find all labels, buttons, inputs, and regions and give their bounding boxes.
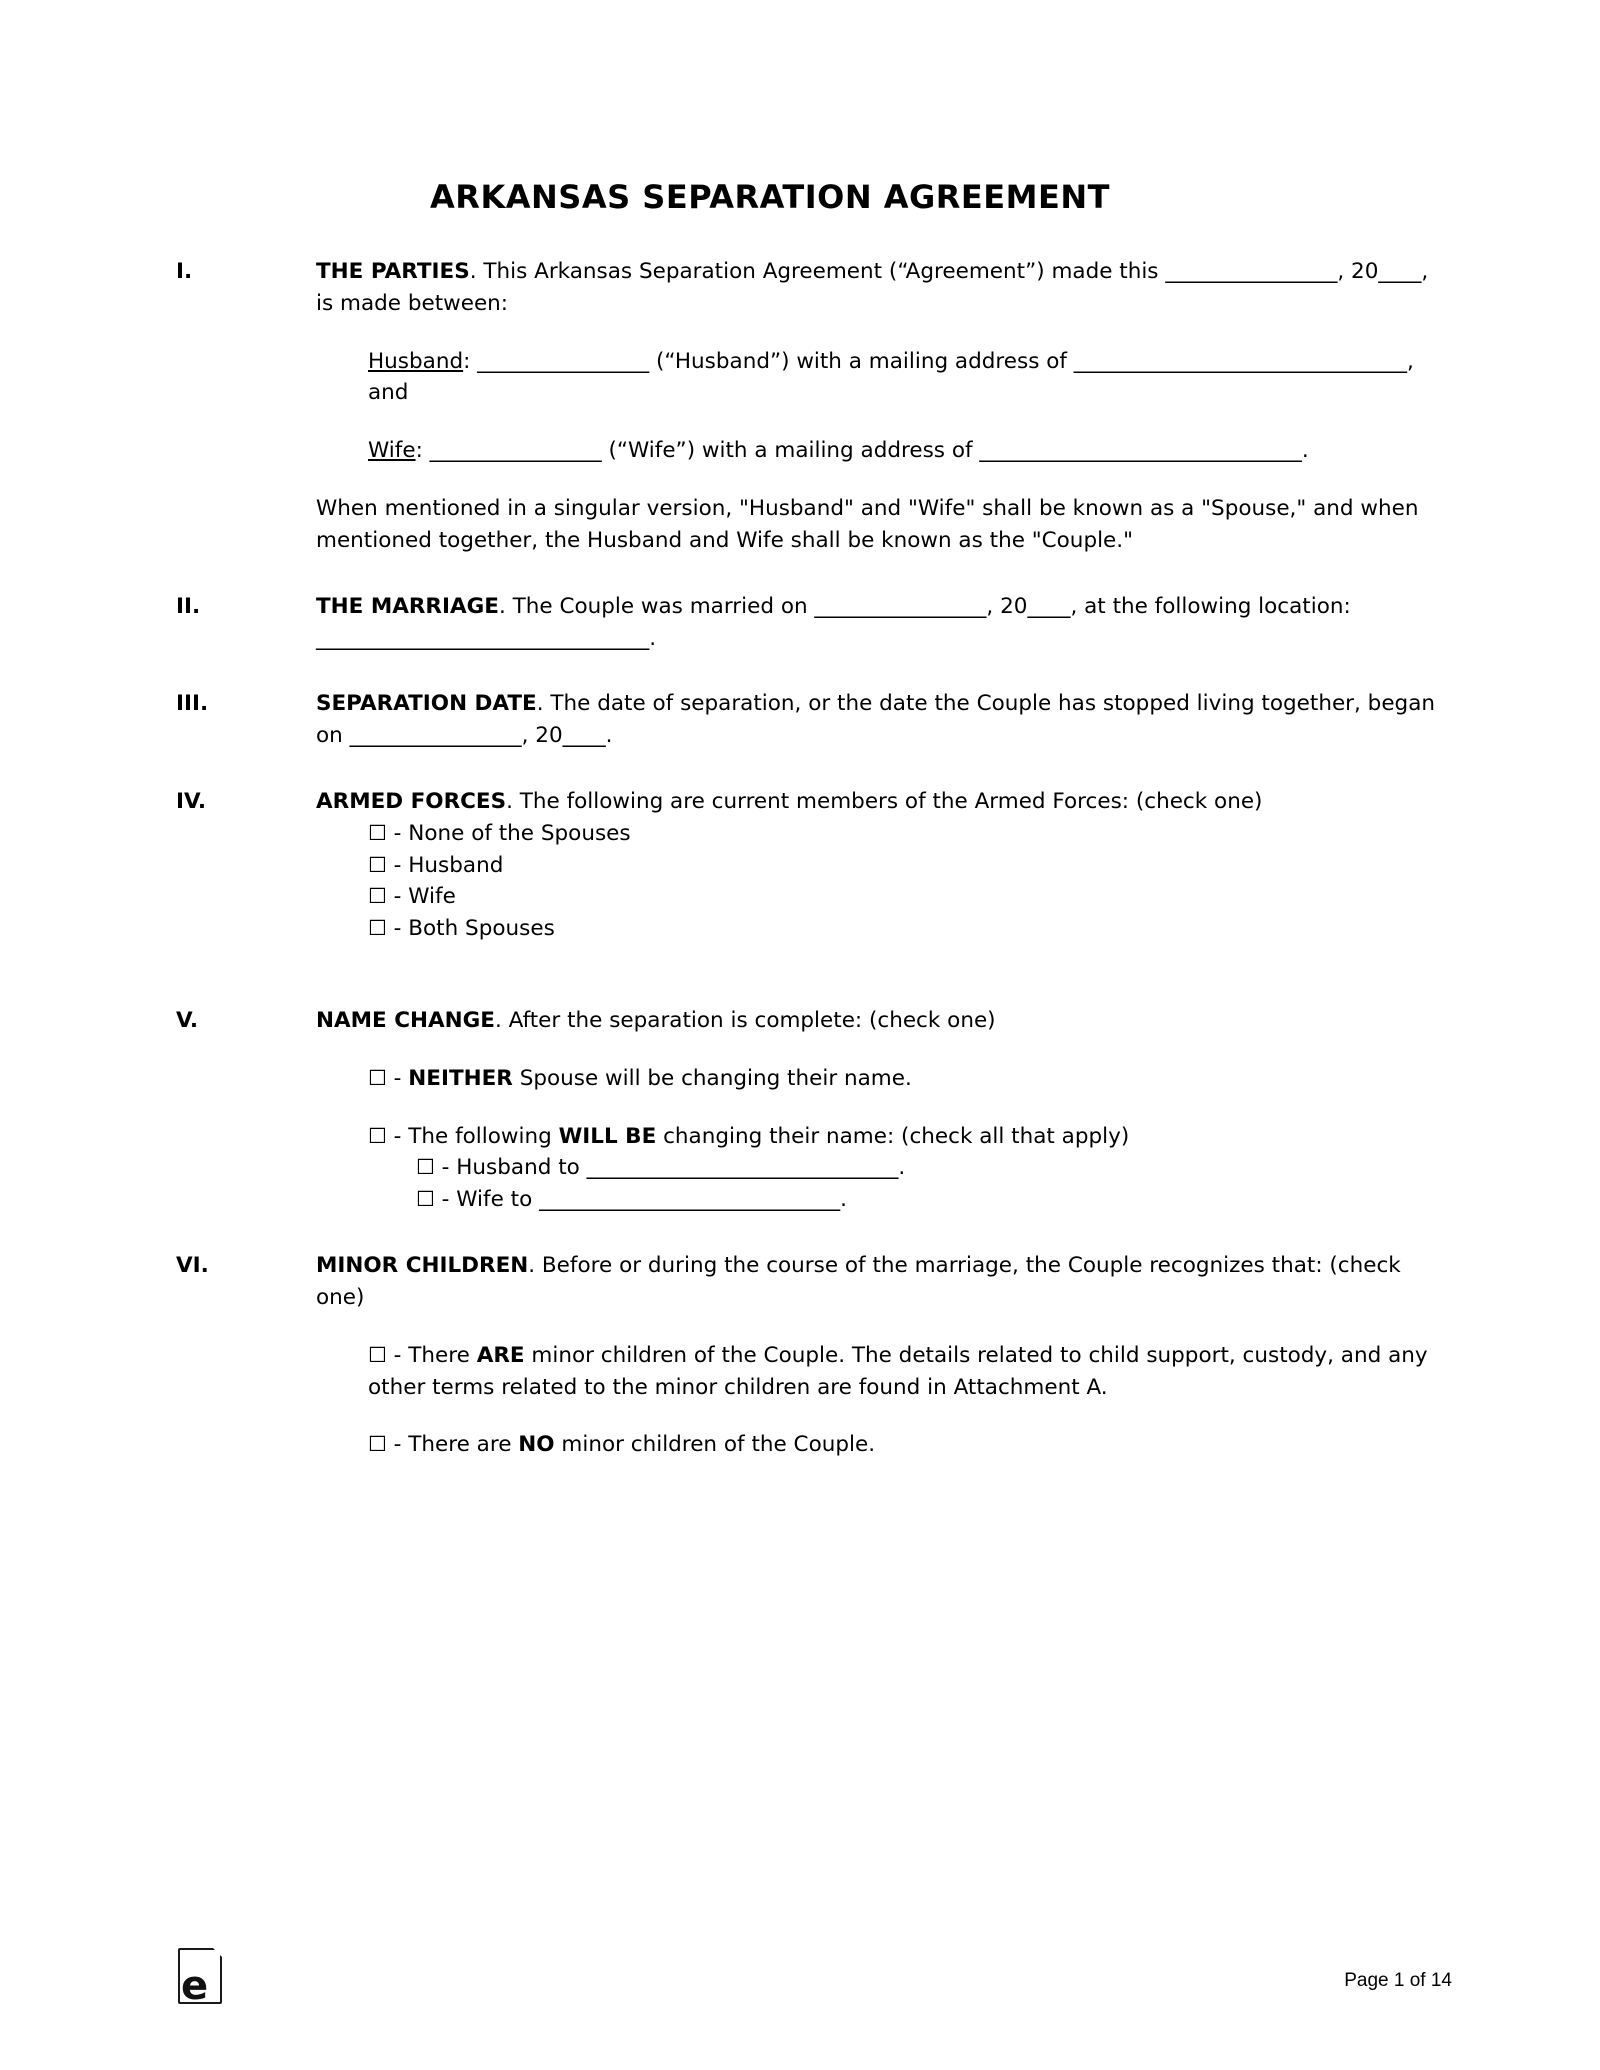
option-suffix: Spouse will be changing their name. — [512, 1065, 912, 1091]
option-suffix: changing their name: (check all that apply) — [656, 1123, 1130, 1149]
checkbox-icon[interactable]: ☐ — [368, 1432, 387, 1457]
option-label: - Husband — [393, 852, 504, 878]
option-label: - Wife to ____________________________. — [441, 1187, 847, 1213]
clause-heading: SEPARATION DATE — [316, 691, 537, 717]
clause-heading: ARMED FORCES — [316, 788, 507, 814]
clause-text — [316, 688, 1452, 752]
clause-separation-date — [176, 688, 1452, 752]
armed-forces-option-none[interactable] — [316, 818, 1452, 850]
clause-body-text: . Before or during the course of the marriage, the Couple recognizes that: (check one) — [316, 1253, 1401, 1310]
efile-logo-icon — [178, 1948, 224, 2009]
page-footer: Page 1 of 14 — [1344, 1970, 1452, 1991]
minor-children-option-are[interactable] — [316, 1340, 1452, 1404]
clause-text — [316, 786, 1452, 818]
clause-intro-text: . This Arkansas Separation Agreement (“Agreement”) made this ________________, 20____, is made between: — [316, 259, 1429, 316]
option-emphasis: NO — [518, 1432, 555, 1458]
clause-body-text: . The Couple was married on ________________, 20____, at the following location: _______________________________. — [316, 593, 1351, 651]
clause-body-text: . The date of separation, or the date the Couple has stopped living together, began on ________________, 20____. — [316, 691, 1436, 749]
armed-forces-option-both[interactable] — [316, 913, 1452, 945]
checkbox-icon[interactable]: ☐ — [416, 1187, 435, 1212]
clause-heading: NAME CHANGE — [316, 1008, 495, 1033]
checkbox-icon[interactable]: ☐ — [368, 1342, 387, 1367]
option-label: - Wife — [393, 884, 456, 910]
option-suffix: minor children of the Couple. The details related to child support, custody, and any other terms related to the minor children are found in Attachment A. — [368, 1342, 1428, 1400]
clause-body-text: . After the separation is complete: (check one) — [494, 1008, 996, 1033]
option-label: - Both Spouses — [393, 916, 555, 942]
option-prefix: - There — [393, 1342, 477, 1368]
clause-text — [316, 591, 1452, 655]
name-change-option-neither[interactable] — [316, 1063, 1452, 1095]
clause-the-parties — [176, 256, 1452, 557]
name-change-option-willbe[interactable] — [316, 1121, 1452, 1153]
checkbox-icon[interactable]: ☐ — [368, 884, 387, 909]
parties-note: When mentioned in a singular version, "Husband" and "Wife" shall be known as a "Spouse," and when mentioned together, the Husband and Wife shall be known as the "Couple." — [316, 496, 1419, 553]
husband-label: Husband — [368, 348, 464, 374]
wife-line — [316, 435, 1452, 467]
page-title: ARKANSAS SEPARATION AGREEMENT — [430, 178, 1110, 216]
logo-fold-shape — [212, 1947, 225, 1960]
option-emphasis: ARE — [476, 1342, 525, 1368]
clause-content — [316, 1005, 1452, 1216]
option-label: - Husband to _____________________________. — [441, 1155, 906, 1181]
name-change-sub-option-wife[interactable] — [316, 1184, 1452, 1216]
clause-content — [316, 256, 1452, 557]
checkbox-icon[interactable]: ☐ — [368, 1065, 387, 1090]
wife-text: : ________________ (“Wife”) with a mailing address of ______________________________. — [415, 438, 1309, 464]
logo-letter: e — [181, 1963, 209, 2009]
option-prefix: - The following — [393, 1123, 559, 1149]
clause-name-change — [176, 1005, 1452, 1216]
name-change-sub-option-husband[interactable] — [316, 1152, 1452, 1184]
clause-minor-children — [176, 1250, 1452, 1461]
clause-number: VI. — [176, 1253, 209, 1279]
option-emphasis: WILL BE — [558, 1123, 657, 1149]
minor-children-option-no[interactable] — [316, 1429, 1452, 1461]
option-prefix: - — [393, 1065, 409, 1091]
armed-forces-option-wife[interactable] — [316, 881, 1452, 913]
clause-number: II. — [176, 593, 201, 619]
clause-intro — [316, 256, 1452, 320]
clause-content — [316, 688, 1452, 752]
clause-number: III. — [176, 691, 209, 717]
checkbox-icon[interactable]: ☐ — [368, 820, 387, 845]
clause-body-text: . The following are current members of the Armed Forces: (check one) — [506, 788, 1263, 814]
clause-heading: THE PARTIES — [316, 259, 470, 284]
husband-text: : ________________ (“Husband”) with a mailing address of _______________________________, and — [368, 348, 1414, 406]
clause-content — [316, 786, 1452, 945]
checkbox-icon[interactable]: ☐ — [416, 1155, 435, 1180]
document-body — [0, 216, 1600, 1461]
clause-heading: MINOR CHILDREN — [316, 1253, 529, 1279]
option-suffix: minor children of the Couple. — [554, 1432, 876, 1458]
clause-content — [316, 1250, 1452, 1461]
clause-text — [316, 1250, 1452, 1314]
checkbox-icon[interactable]: ☐ — [368, 916, 387, 941]
checkbox-icon[interactable]: ☐ — [368, 852, 387, 877]
option-emphasis: NEITHER — [408, 1065, 513, 1091]
option-label: - None of the Spouses — [393, 820, 631, 846]
clause-the-marriage — [176, 591, 1452, 655]
clause-number: V. — [176, 1008, 199, 1033]
clause-content — [316, 591, 1452, 655]
clause-number: I. — [176, 259, 193, 284]
husband-line — [316, 346, 1452, 410]
clause-heading: THE MARRIAGE — [316, 593, 499, 619]
option-prefix: - There are — [393, 1432, 519, 1458]
clause-number: IV. — [176, 788, 207, 814]
armed-forces-option-husband[interactable] — [316, 850, 1452, 882]
clause-armed-forces — [176, 786, 1452, 945]
wife-label: Wife — [368, 438, 416, 464]
checkbox-icon[interactable]: ☐ — [368, 1123, 387, 1148]
clause-text — [316, 1005, 1452, 1037]
